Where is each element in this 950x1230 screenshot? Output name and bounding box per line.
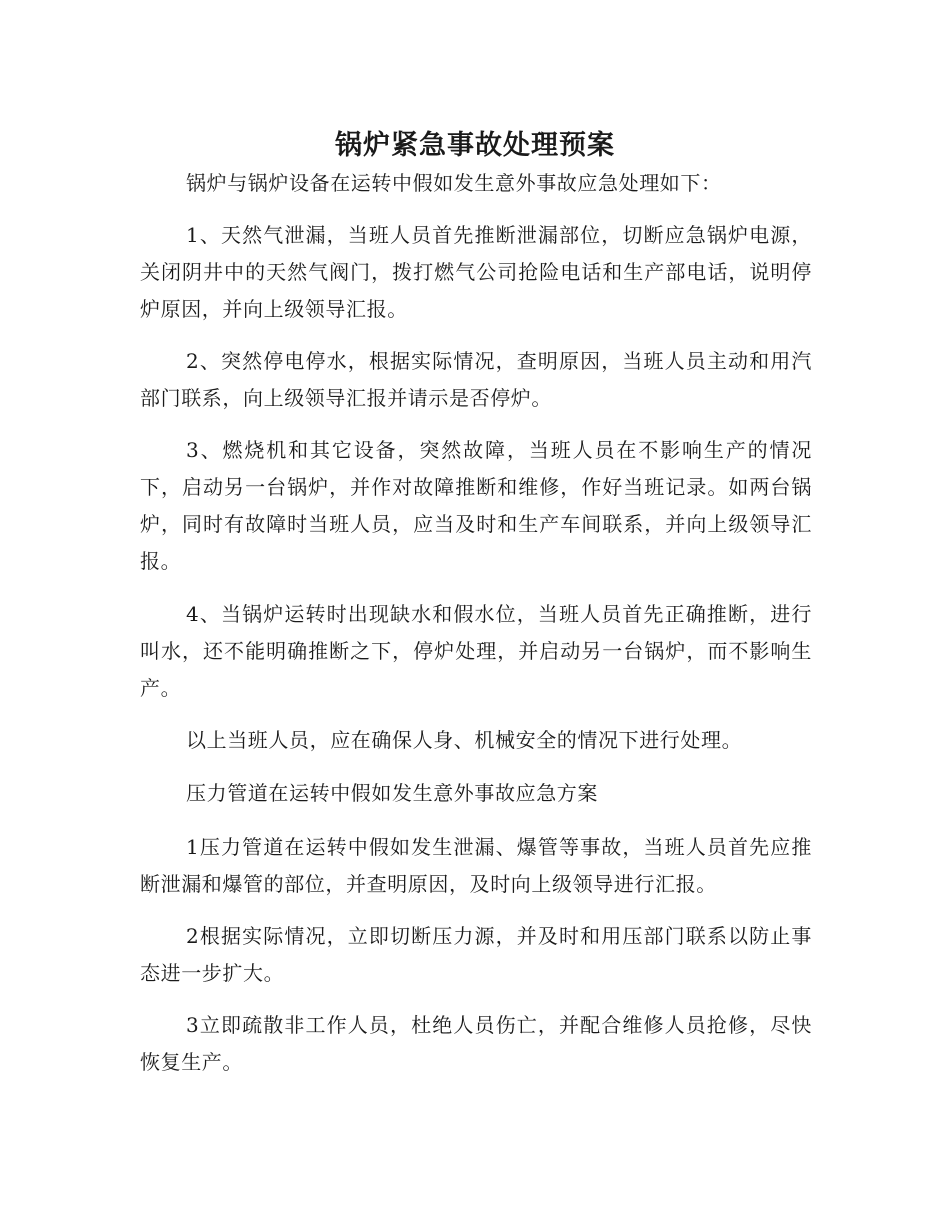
paragraph-pipeline-heading: 压力管道在运转中假如发生意外事故应急方案: [186, 781, 598, 805]
paragraph-pipeline-2: 2根据实际情况，立即切断压力源，并及时和用压部门联系以防止事态进一步扩大。: [140, 924, 812, 985]
paragraph-summary: 以上当班人员，应在确保人身、机械安全的情况下进行处理。: [186, 728, 743, 752]
paragraph-item-1: 1、天然气泄漏，当班人员首先推断泄漏部位，切断应急锅炉电源，关闭阴井中的天然气阀门，拨打燃气公司抢险电话和生产部电话，说明停炉原因，并向上级领导汇报。: [140, 223, 812, 321]
paragraph-item-4: 4、当锅炉运转时出现缺水和假水位，当班人员首先正确推断，进行叫水，还不能明确推断之下，停炉处理，并启动另一台锅炉，而不影响生产。: [140, 602, 812, 700]
paragraph-intro: 锅炉与锅炉设备在运转中假如发生意外事故应急处理如下：: [186, 171, 722, 195]
paragraph-pipeline-1: 1压力管道在运转中假如发生泄漏、爆管等事故，当班人员首先应推断泄漏和爆管的部位，并查明原因，及时向上级领导进行汇报。: [140, 835, 812, 896]
paragraph-item-2: 2、突然停电停水，根据实际情况，查明原因，当班人员主动和用汽部门联系，向上级领导汇报并请示是否停炉。: [140, 349, 812, 410]
paragraph-item-3: 3、燃烧机和其它设备，突然故障，当班人员在不影响生产的情况下，启动另一台锅炉，并作对故障推断和维修，作好当班记录。如两台锅炉，同时有故障时当班人员，应当及时和生产车间联系，并向上级领导汇报。: [140, 438, 812, 573]
paragraph-pipeline-3: 3立即疏散非工作人员，杜绝人员伤亡，并配合维修人员抢修，尽快恢复生产。: [140, 1013, 812, 1074]
document-title: 锅炉紧急事故处理预案: [335, 130, 615, 162]
